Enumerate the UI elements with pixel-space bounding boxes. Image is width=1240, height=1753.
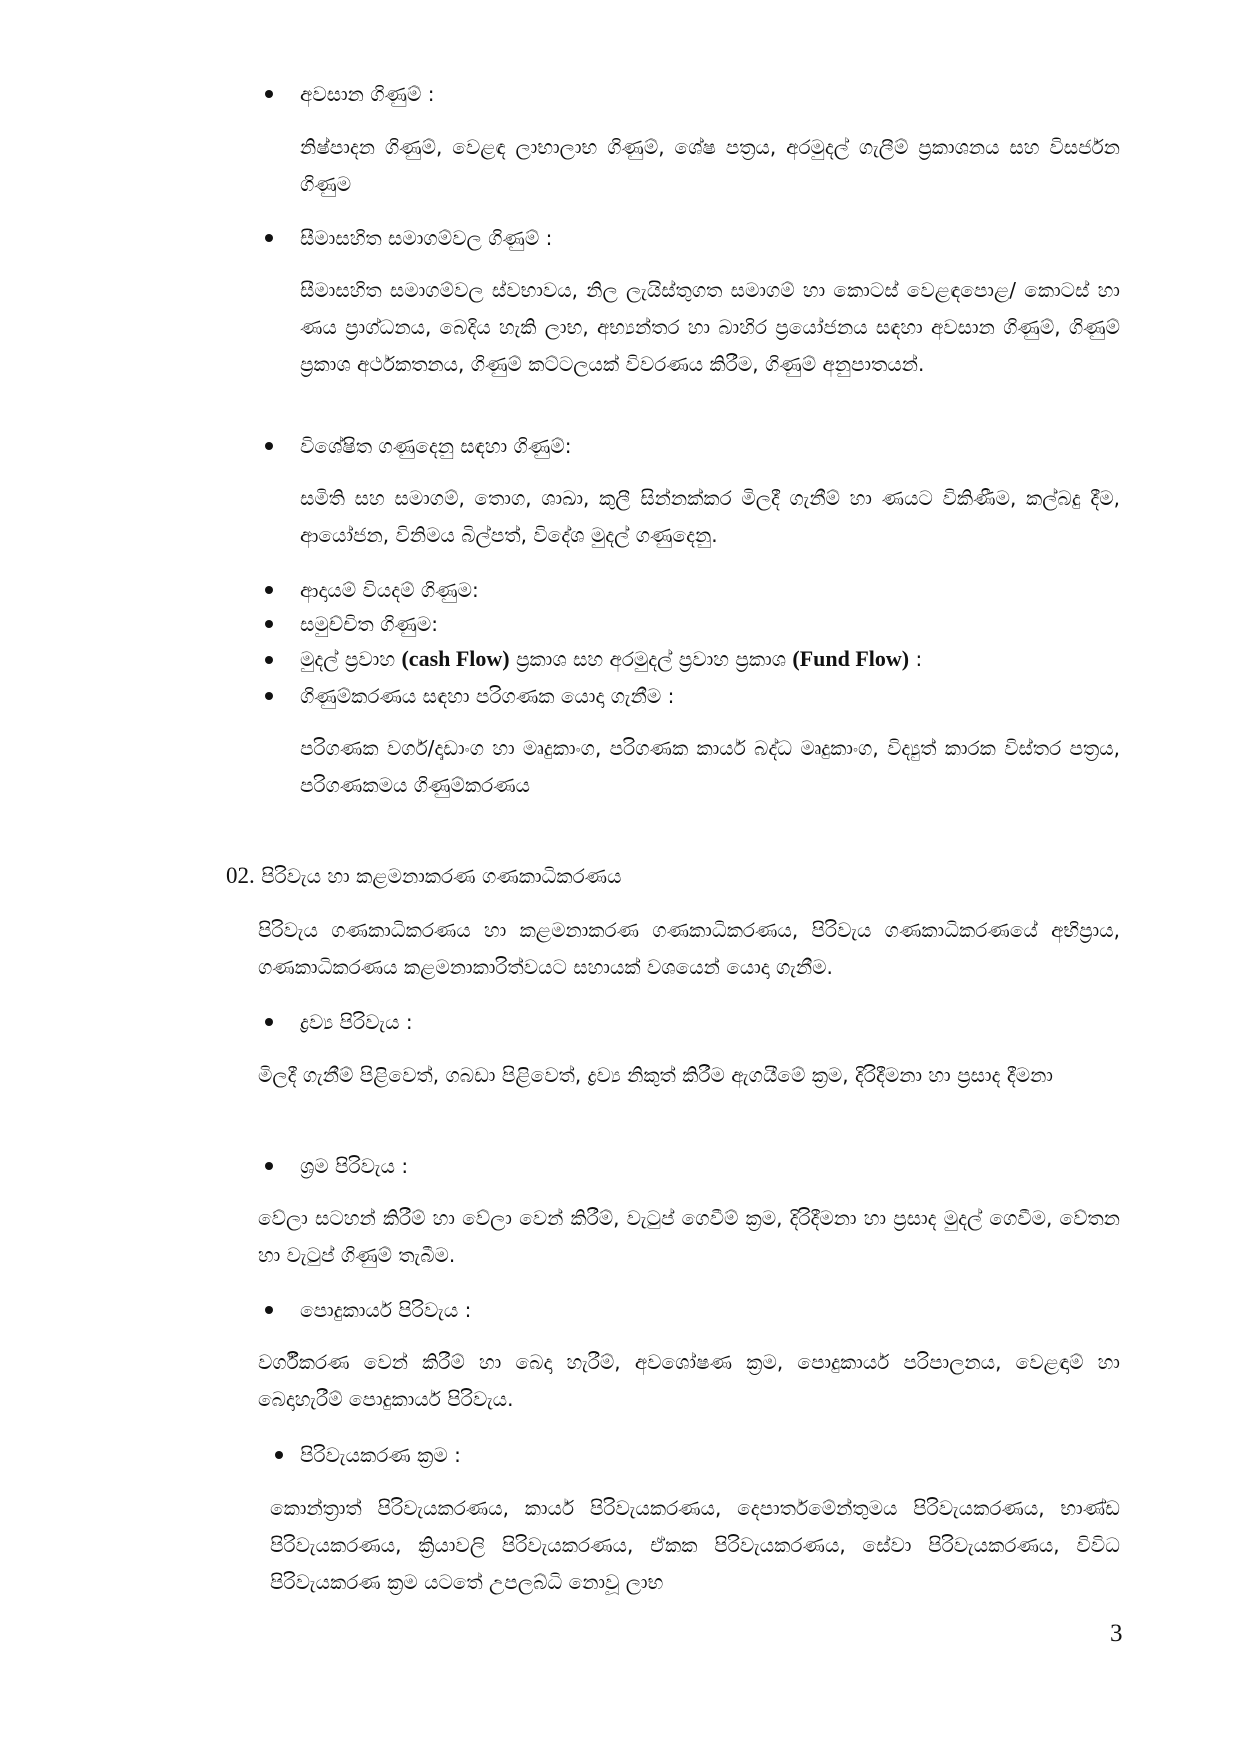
- cash-flow-text-1: මුදල් ප්‍රවාහ: [300, 647, 396, 671]
- item-title-computers-in-accounting: ගිණුම්කරණය සඳහා පරිගණක යොදා ගැනීම :: [300, 684, 675, 708]
- item-body-final-accounts: නිෂ්පාදන ගිණුම්, වෙළඳ ලාභාලාභ ගිණුම්, ශේෂ පත්‍රය, අරමුදල් ගැලීම් ප්‍රකාශනය සහ විසර්ජන ගිණුම: [300, 135, 1120, 196]
- cash-flow-text-2: ප්‍රකාශ සහ අරමුදල් ප්‍රවාහ ප්‍රකාශ: [516, 647, 787, 671]
- section-intro: පිරිවැය ගණකාධිකරණය හා කළමනාකරණ ගණකාධිකරණය, පිරිවැය ගණකාධිකරණයේ අභිප්‍රාය, ගණකාධිකරණය කළමනාකාරිත්වයට සහායක් වශයෙන් යොදා ගැනීම.: [258, 918, 1120, 979]
- cash-flow-latin: (cash Flow): [401, 646, 510, 671]
- item-title-accumulated-accounts: සමුච්චිත ගිණුම:: [300, 612, 438, 636]
- bullet-marker: [265, 1018, 273, 1026]
- page-number: 3: [1110, 1620, 1123, 1647]
- bullet-marker: [265, 1162, 273, 1170]
- bullet-marker: [265, 656, 273, 664]
- item-body-costing-methods: කොන්ත්‍රාත් පිරිවැයකරණය, කාර්ය පිරිවැයකරණය, දෙපාර්තමේන්තුමය පිරිවැයකරණය, භාණ්ඩ පිරිවැයකරණය, ක්‍රියාවලි පිරිවැයකරණය, ඒකක පිරිවැයකරණය, සේවා පිරිවැයකරණය, විවිධ පිරිවැයකරණ ක්‍රම යටතේ උපලබ්ධි නොවූ ලාභ: [270, 1496, 1120, 1594]
- bullet-marker: [265, 90, 273, 98]
- fund-flow-latin: (Fund Flow): [792, 646, 910, 671]
- item-title-overhead-cost: පොදුකාර්ය පිරිවැය :: [300, 1298, 472, 1322]
- bullet-marker: [265, 1306, 273, 1314]
- item-title-material-cost: ද්‍රව්‍ය පිරිවැය :: [300, 1010, 413, 1034]
- item-body-overhead-cost: වර්ගීකරණ වෙන් කිරීම් හා බෙදා හැරීම්, අවශෝෂණ ක්‍රම, පොදුකාර්ය පරිපාලනය, වෙළඳාම් හා බෙදාහැරීම් පොදුකාර්ය පිරිවැය.: [258, 1350, 1120, 1411]
- item-title-costing-methods: පිරිවැයකරණ ක්‍රම :: [300, 1443, 461, 1467]
- item-body-material-cost: මිලදී ගැනීම් පිළිවෙත්, ගබඩා පිළිවෙත්, ද්‍රව්‍ය නිකුත් කිරීම ඇගයීමේ ක්‍රම, දිරිදීමනා හා ප්‍රසාද දීමනා: [258, 1063, 1053, 1087]
- item-title-final-accounts: අවසාන ගිණුම් :: [300, 82, 435, 106]
- section-title: පිරිවැය හා කළමනාකරණ ගණකාධිකරණය: [261, 864, 622, 888]
- item-title-cash-fund-flow: [300, 645, 922, 673]
- bullet-marker: [265, 234, 273, 242]
- section-number: 02.: [226, 863, 255, 888]
- item-body-special-transactions: සමිති සහ සමාගම්, තොග, ශාඛා, කුලී සින්නක්කර මිලදී ගැනීම් හා ණයට විකිණීම, කල්බදු දීම, ආයෝජන, විනිමය බිල්පත්, විදේශ මුදල් ගණුදෙනු.: [300, 486, 1120, 547]
- item-title-income-expenditure: ආදායම් වියදම් ගිණුම:: [300, 578, 479, 602]
- cash-flow-colon: :: [915, 647, 923, 671]
- bullet-marker: [265, 620, 273, 628]
- item-body-labour-cost: වේලා සටහන් කිරීම් හා වේලා වෙන් කිරීම්, වැටුප් ගෙවීම් ක්‍රම, දිරිදීමනා හා ප්‍රසාද මුදල් ගෙවීම, වේතන හා වැටුප් ගිණුම් තැබීම.: [258, 1206, 1120, 1267]
- bullet-marker: [265, 692, 273, 700]
- bullet-marker: [275, 1451, 283, 1459]
- item-title-labour-cost: ශ්‍රම පිරිවැය :: [300, 1154, 409, 1178]
- section-heading: [226, 862, 622, 890]
- bullet-marker: [265, 442, 273, 450]
- item-title-special-transactions: විශේෂිත ගණුදෙනු සඳහා ගිණුම්:: [300, 434, 572, 458]
- bullet-marker: [265, 586, 273, 594]
- item-title-limited-companies: සීමාසහිත සමාගම්වල ගිණුම් :: [300, 226, 553, 250]
- item-body-limited-companies: සීමාසහිත සමාගම්වල ස්වභාවය, නිල ලැයිස්තුගත සමාගම් හා කොටස් වෙළඳපොළ/ කොටස් හා ණය ප්‍රාග්ධනය, බෙදිය හැකි ලාභ, අභ්‍යන්තර හා බාහිර ප්‍රයෝජනය සඳහා අවසාන ගිණුම්, ගිණුම් ප්‍රකාශ අර්ථකතනය, ගිණුම් කට්ටලයක් විවරණය කිරීම, ගිණුම් අනුපාතයන්.: [300, 278, 1120, 376]
- item-body-computers-in-accounting: පරිගණක වර්ග/දෘඩාංග හා මෘදුකාංග, පරිගණක කාර්ය බද්ධ මෘදුකාංග, විද්‍යුත් කාරක විස්තර පත්‍රය, පරිගණකමය ගිණුම්කරණය: [300, 736, 1120, 797]
